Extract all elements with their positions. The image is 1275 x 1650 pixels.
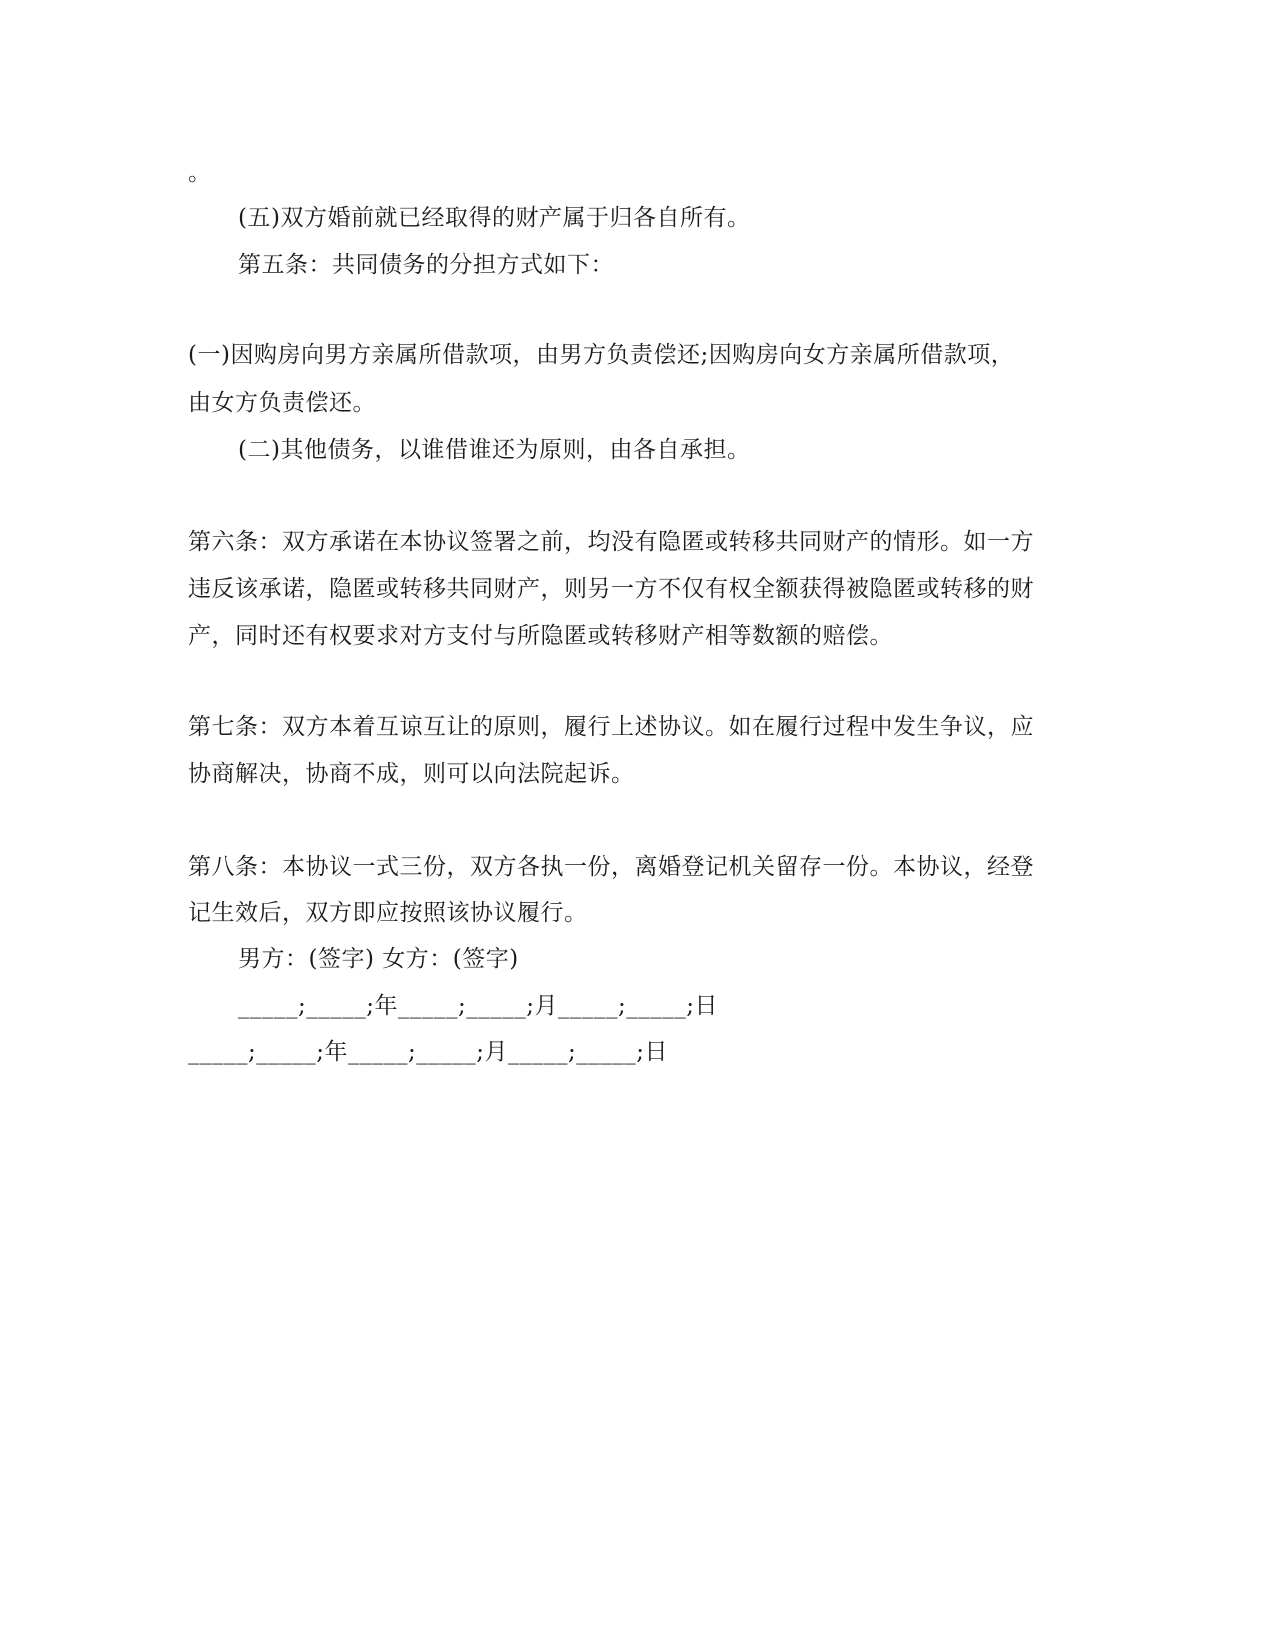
text-line-article-6c: 产，同时还有权要求对方支付与所隐匿或转移财产相等数额的赔偿。 [188, 623, 893, 649]
text-line-item-5: (五)双方婚前就已经取得的财产属于归各自所有。 [238, 205, 751, 231]
signature-line: 男方：(签字) 女方：(签字) [238, 946, 519, 972]
date-line-2: _____;_____;年_____;_____;月_____;_____;日 [188, 1039, 668, 1065]
text-line-article-7a: 第七条：双方本着互谅互让的原则，履行上述协议。如在履行过程中发生争议，应 [188, 714, 1034, 740]
text-line-article-5-item-2: (二)其他债务，以谁借谁还为原则，由各自承担。 [238, 437, 751, 463]
text-line-period: 。 [188, 160, 212, 186]
date-line-1: _____;_____;年_____;_____;月_____;_____;日 [238, 993, 718, 1019]
text-line-article-5-item-1a: (一)因购房向男方亲属所借款项，由男方负责偿还;因购房向女方亲属所借款项， [188, 342, 1015, 368]
text-line-article-5-heading: 第五条：共同债务的分担方式如下： [238, 252, 614, 278]
text-line-article-6a: 第六条：双方承诺在本协议签署之前，均没有隐匿或转移共同财产的情形。如一方 [188, 529, 1034, 555]
text-line-article-8b: 记生效后，双方即应按照该协议履行。 [188, 900, 588, 926]
text-line-article-8a: 第八条：本协议一式三份，双方各执一份，离婚登记机关留存一份。本协议，经登 [188, 854, 1034, 880]
text-line-article-7b: 协商解决，协商不成，则可以向法院起诉。 [188, 761, 635, 787]
text-line-article-5-item-1b: 由女方负责偿还。 [188, 390, 376, 416]
text-line-article-6b: 违反该承诺，隐匿或转移共同财产，则另一方不仅有权全额获得被隐匿或转移的财 [188, 576, 1034, 602]
